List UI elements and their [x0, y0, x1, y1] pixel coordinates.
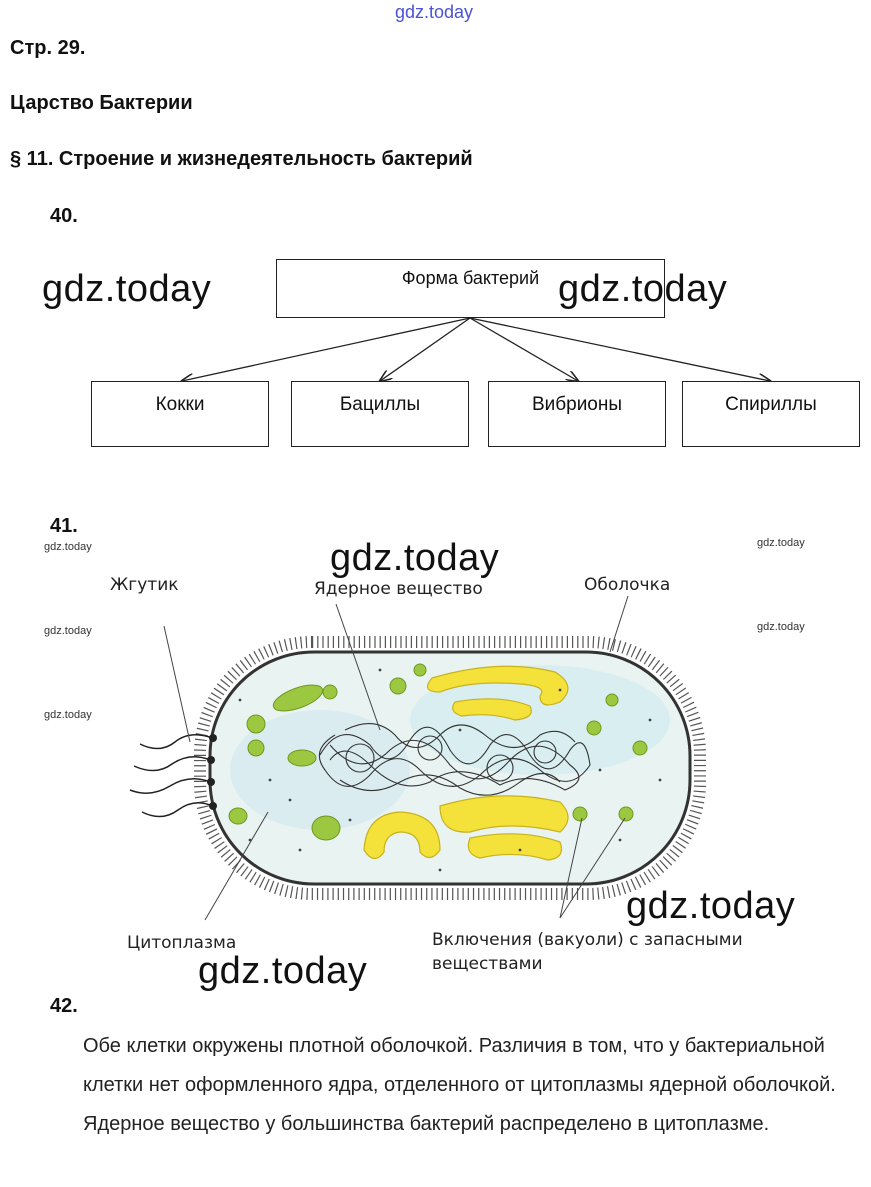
green-inclusion [323, 685, 337, 699]
task-42-number: 42. [50, 995, 78, 1017]
watermark-big: gdz.today [626, 885, 796, 927]
watermark-small: gdz.today [757, 621, 805, 633]
watermark-small: gdz.today [44, 709, 92, 721]
label-flagellum: Жгутик [110, 575, 179, 595]
arrow-to-vibrios [470, 318, 578, 381]
arrow-to-spirilla [470, 318, 770, 381]
label-cytoplasm: Цитоплазма [127, 933, 237, 953]
arrow-to-cocci [182, 318, 470, 381]
kingdom-title: Царство Бактерии [10, 92, 193, 114]
label-membrane: Оболочка [584, 575, 671, 595]
box-spirilla [682, 381, 860, 447]
green-inclusion [390, 678, 406, 694]
label-inclusions-line1: Включения (вакуоли) с запасными [432, 930, 743, 950]
green-inclusion [619, 807, 633, 821]
green-inclusion [633, 741, 647, 755]
flagellum [134, 757, 210, 771]
watermark-small: gdz.today [44, 625, 92, 637]
green-inclusion [414, 664, 426, 676]
section-title: § 11. Строение и жизнедеятельность бактерий [10, 148, 473, 170]
box-cocci [91, 381, 269, 447]
task-42-answer: Обе клетки окружены плотной оболочкой. Различия в том, что у бактериальной клетки нет оформленного ядра, отделенного от цитоплазмы ядерной оболочкой. Ядерное вещество у большинства бактерий распределено в цитоплазме. [83, 1035, 836, 1135]
root-box-label: Форма бактерий [401, 268, 540, 288]
green-inclusion [573, 807, 587, 821]
green-inclusion [229, 808, 247, 824]
watermark-big: gdz.today [42, 268, 212, 310]
page-reference: Стр. 29. [10, 37, 86, 59]
flagellum [142, 803, 212, 817]
box-spirilla-label: Спириллы [725, 394, 817, 415]
green-inclusion [248, 740, 264, 756]
green-inclusion [288, 750, 316, 766]
watermark-big: gdz.today [330, 537, 500, 579]
task-41-number: 41. [50, 515, 78, 537]
watermark-small: gdz.today [757, 537, 805, 549]
box-vibrios-label: Вибрионы [531, 394, 623, 415]
box-cocci-label: Кокки [155, 394, 205, 415]
green-inclusion [606, 694, 618, 706]
box-bacilli [291, 381, 469, 447]
watermark-top: gdz.today [395, 2, 474, 22]
box-bacilli-label: Бациллы [339, 394, 421, 415]
green-inclusion [312, 816, 340, 840]
watermark-big: gdz.today [198, 950, 368, 992]
label-inclusions-line2: веществами [432, 954, 543, 974]
watermark-big: gdz.today [558, 268, 728, 310]
green-inclusion [587, 721, 601, 735]
yellow-granule [440, 796, 568, 832]
box-vibrios [488, 381, 666, 447]
watermark-small: gdz.today [44, 541, 92, 553]
leader-flagellum [164, 626, 190, 742]
label-nucleoid: Ядерное вещество [314, 579, 483, 599]
green-inclusion [247, 715, 265, 733]
flagellum [140, 735, 212, 749]
task-40-number: 40. [50, 205, 78, 227]
